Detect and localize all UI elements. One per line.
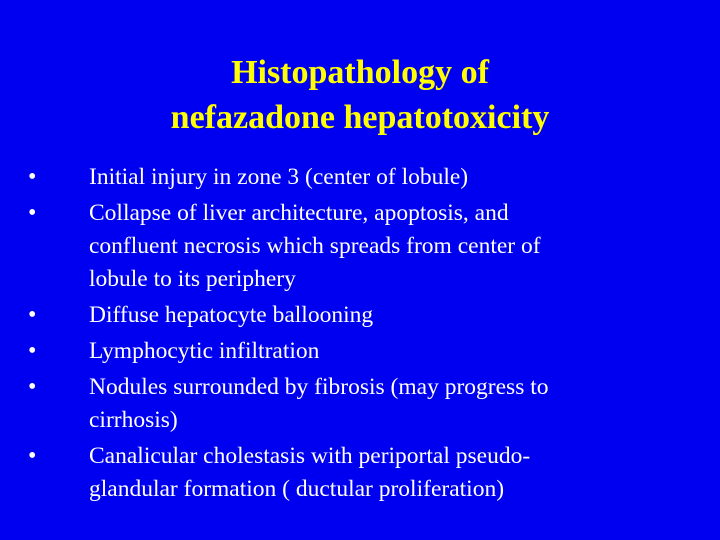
slide-title — [0, 50, 720, 140]
bullet-item — [28, 299, 688, 332]
bullet-line: Canalicular cholestasis with periportal pseudo- — [89, 443, 531, 469]
bullet-line: Diffuse hepatocyte ballooning — [89, 302, 374, 328]
bullet-item — [28, 197, 688, 296]
bullet-text — [89, 335, 688, 368]
bullet-text — [89, 299, 688, 332]
bullet-line: Lymphocytic infiltration — [89, 338, 320, 364]
bullet-icon: • — [28, 338, 37, 364]
bullet-item — [28, 335, 688, 368]
bullet-line: Nodules surrounded by fibrosis (may progress to — [89, 374, 549, 400]
bullet-line: cirrhosis) — [89, 407, 178, 433]
bullet-line: confluent necrosis which spreads from center of — [89, 233, 541, 259]
bullet-line: Initial injury in zone 3 (center of lobule) — [89, 164, 469, 190]
title-line: nefazadone hepatotoxicity — [170, 99, 550, 136]
bullet-list — [28, 161, 688, 509]
bullet-line: Collapse of liver architecture, apoptosis, and — [89, 200, 509, 226]
bullet-line: glandular formation ( ductular proliferation) — [89, 476, 505, 502]
bullet-text — [89, 371, 688, 437]
bullet-icon: • — [28, 443, 37, 469]
bullet-item — [28, 440, 688, 506]
bullet-text — [89, 197, 688, 296]
bullet-icon: • — [28, 374, 37, 400]
bullet-item — [28, 161, 688, 194]
bullet-icon: • — [28, 164, 37, 190]
bullet-text — [89, 161, 688, 194]
bullet-icon: • — [28, 200, 37, 226]
title-line: Histopathology of — [231, 54, 489, 91]
bullet-item — [28, 371, 688, 437]
bullet-icon: • — [28, 302, 37, 328]
bullet-line: lobule to its periphery — [89, 266, 296, 292]
bullet-text — [89, 440, 688, 506]
